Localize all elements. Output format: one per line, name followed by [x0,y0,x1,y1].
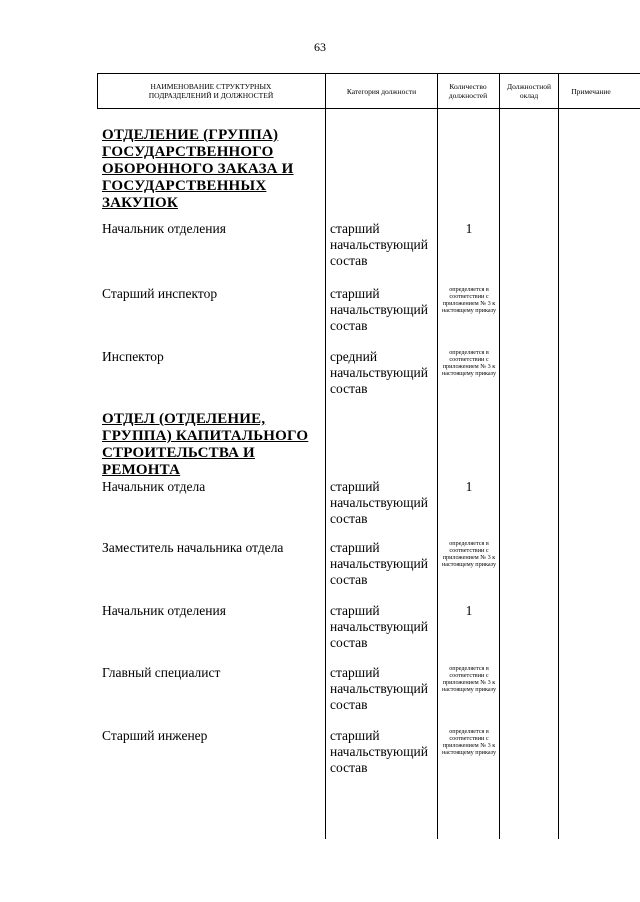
header-category-column: Категория должности [346,86,417,96]
position-count: определяется в соответствии с приложением № 3 к настоящему приказу [441,349,497,377]
position-name: Начальник отдела [102,479,206,494]
position-category: старший начальствующий состав [330,603,428,650]
page-number: 63 [314,40,326,54]
position-name: Начальник отделения [102,603,226,618]
column-divider [499,73,500,839]
position-name: Главный специалист [102,665,221,680]
position-count: определяется в соответствии с приложением № 3 к настоящему приказу [441,286,497,314]
position-category: старший начальствующий состав [330,479,428,526]
position-name: Заместитель начальника отдела [102,540,284,555]
position-count: 1 [465,221,473,236]
position-count: определяется в соответствии с приложением № 3 к настоящему приказу [441,665,497,693]
position-count: определяется в соответствии с приложением № 3 к настоящему приказу [441,540,497,568]
header-name-column: НАИМЕНОВАНИЕ СТРУКТУРНЫХ ПОДРАЗДЕЛЕНИЙ И ДОЛЖНОСТЕЙ [148,82,274,100]
header-count-column: Количество должностей [448,82,488,100]
header-notes-column: Примечание [571,86,611,96]
position-name: Начальник отделения [102,221,226,236]
position-name: Старший инспектор [102,286,218,301]
column-divider [437,73,438,839]
position-category: старший начальствующий состав [330,665,428,712]
position-count: определяется в соответствии с приложением № 3 к настоящему приказу [441,728,497,756]
position-category: старший начальствующий состав [330,728,428,775]
table-left-border [97,73,98,109]
position-category: старший начальствующий состав [330,221,428,268]
position-name: Инспектор [102,349,164,364]
position-category: старший начальствующий состав [330,286,428,333]
position-name: Старший инженер [102,728,208,743]
header-salary-column: Должностной оклад [506,82,552,100]
section-title: ОТДЕЛ (ОТДЕЛЕНИЕ, ГРУППА) КАПИТАЛЬНОГО СТРОИТЕЛЬСТВА И РЕМОНТА [102,411,309,478]
position-category: средний начальствующий состав [330,349,428,396]
section-title: ОТДЕЛЕНИЕ (ГРУППА) ГОСУДАРСТВЕННОГО ОБОРОННОГО ЗАКАЗА И ГОСУДАРСТВЕННЫХ ЗАКУПОК [102,127,294,211]
position-count: 1 [465,479,473,494]
position-count: 1 [465,603,473,618]
column-divider [558,73,559,839]
position-category: старший начальствующий состав [330,540,428,587]
